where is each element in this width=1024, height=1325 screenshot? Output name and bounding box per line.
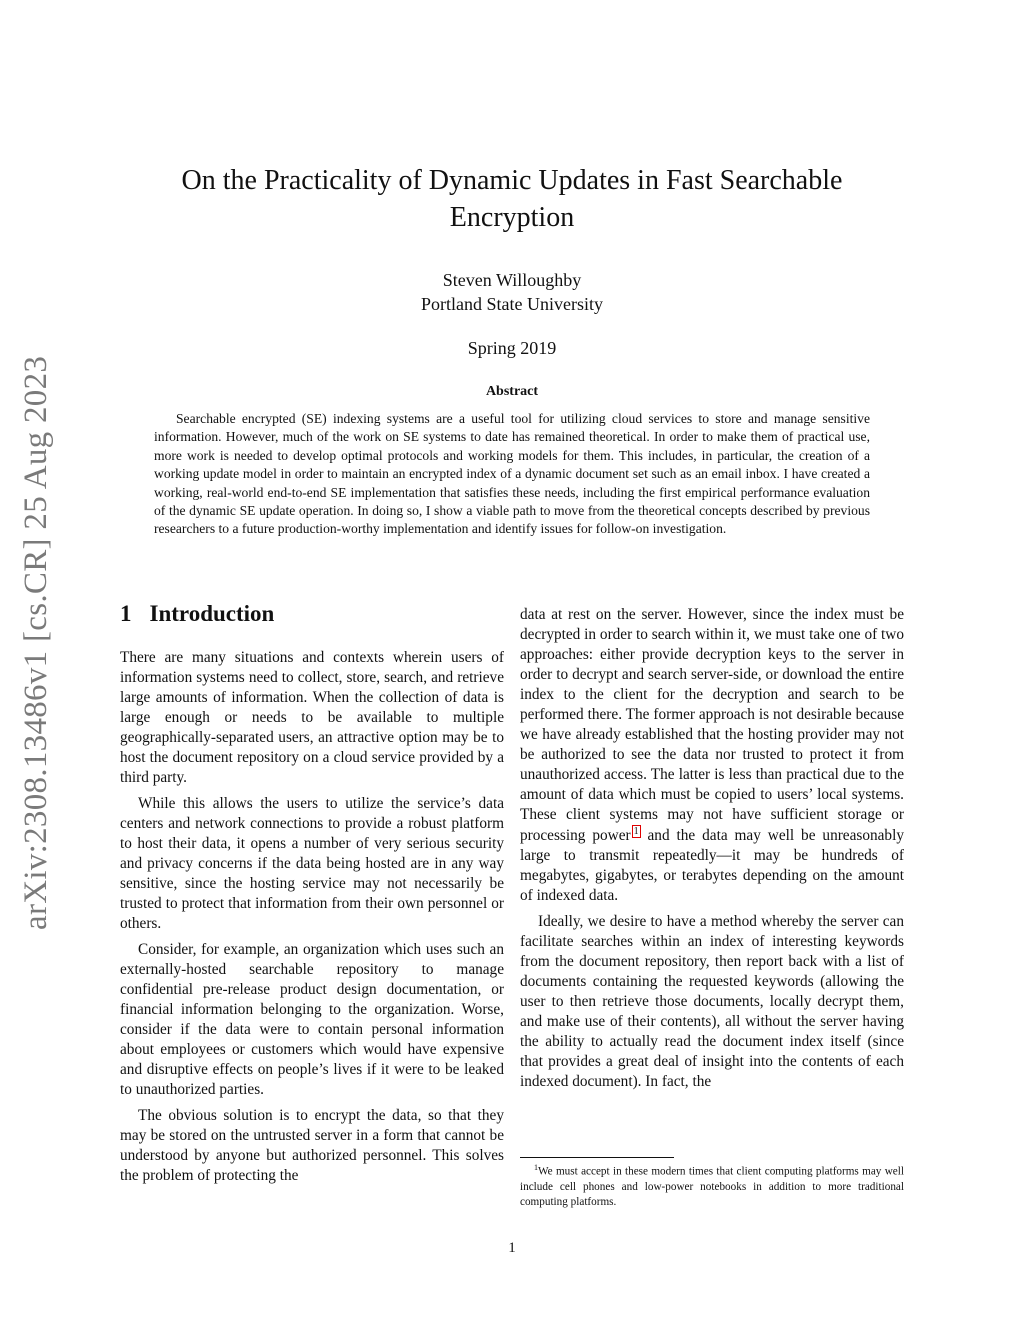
paragraph-text: data at rest on the server. However, since the index must be decrypted in order to search within it, we must take one of two approaches: either provide decryption keys to the server in order to decrypt and search server-side, or download the entire index to the client for the decryption and search to be performed there. The former approach is not desirable because we have already established that the hosting provider may not be authorized to see the data nor trusted to protect it from unauthorized access. The latter is less than practical due to the amount of data which must be copied to users’ local systems. These client systems may not have sufficient storage or processing power <box>520 606 904 845</box>
body-paragraph: While this allows the users to utilize the service’s data centers and network connections to provide a robust platform to host their data, it opens a number of very serious security and privacy concerns if the data being hosted are in any way sensitive, since the hosting service may not necessarily be trusted to protect that information from their own personnel or others. <box>120 795 504 932</box>
paper-title: On the Practicality of Dynamic Updates in Fast Searchable Encryption <box>181 165 843 233</box>
body-paragraph: Consider, for example, an organization which uses such an externally-hosted searchable repository to manage confidential pre-release product design documentation, or financial information belonging to the organization. Worse, consider if the data were to contain personal information about employees or customers which would have expensive and disruptive effects on people’s lives if it were to be leaked to unauthorized parties. <box>120 941 504 1098</box>
footnote-text: We must accept in these modern times that client computing platforms may well include cell phones and low-power notebooks in addition to more traditional computing platforms. <box>520 1165 904 1208</box>
section-heading <box>120 600 504 628</box>
author-block <box>130 268 894 316</box>
abstract <box>154 384 870 539</box>
abstract-text: Searchable encrypted (SE) indexing systems are a useful tool for utilizing cloud services to store and manage sensitive information. However, much of the work on SE systems to date has remained theoretical. In order to make them of practical use, more work is needed to develop optimal protocols and working models for them. This includes, in particular, the creation of a working update model in order to maintain an encrypted index of a dynamic document set such as an email inbox. I have created a working, real-world end-to-end SE implementation that satisfies these needs, including the first empirical performance evaluation of the dynamic SE update operation. In doing so, I show a viable path to move from the theoretical concepts described by previous researchers to a future production-worthy implementation and identify issues for follow-on investigation. <box>154 411 870 537</box>
title-block <box>130 162 894 360</box>
footnote-reference-link[interactable]: 1 <box>633 826 639 837</box>
section-number: 1 <box>120 601 132 626</box>
body-paragraph: There are many situations and contexts wherein users of information systems need to collect, store, search, and retrieve large amounts of information. When the collection of data is large enough or needs to be available to multiple geographically-separated users, an attractive option may be to host the document repository on a cloud service provided by a third party. <box>120 649 504 786</box>
footnote <box>520 1160 904 1210</box>
right-column <box>520 605 904 1098</box>
page-number: 1 <box>508 1240 516 1256</box>
publication-date: Spring 2019 <box>467 338 557 358</box>
left-column <box>120 600 504 1192</box>
arxiv-identifier-stamp: arXiv:2308.13486v1 [cs.CR] 25 Aug 2023 <box>18 355 54 930</box>
footnote-mark: 1 <box>534 1163 538 1172</box>
paragraph-text: and the data may well be unreasonably large to transmit repeatedly—it may be hundreds of megabytes, gigabytes, or terabytes depending on the amount of indexed data. <box>520 827 904 905</box>
body-paragraph: Ideally, we desire to have a method whereby the server can facilitate searches within an index of interesting keywords from the document repository, then report back with a list of documents containing the requested keywords (allowing the user to then retrieve those documents, locally decrypt them, and make use of their contents), all without the server having the ability to actually read the document index itself (since that provides a great deal of insight into the contents of each indexed document). In fact, the <box>520 913 904 1091</box>
section-title: Introduction <box>149 601 275 626</box>
author-affiliation: Portland State University <box>421 294 603 314</box>
body-paragraph <box>520 605 904 906</box>
author-name: Steven Willoughby <box>442 270 582 290</box>
body-paragraph: The obvious solution is to encrypt the data, so that they may be stored on the untrusted server in a form that cannot be understood by anyone but authorized personnel. This solves the problem of protecting the <box>120 1107 504 1184</box>
abstract-heading: Abstract <box>485 384 539 399</box>
footnote-divider <box>520 1157 674 1158</box>
